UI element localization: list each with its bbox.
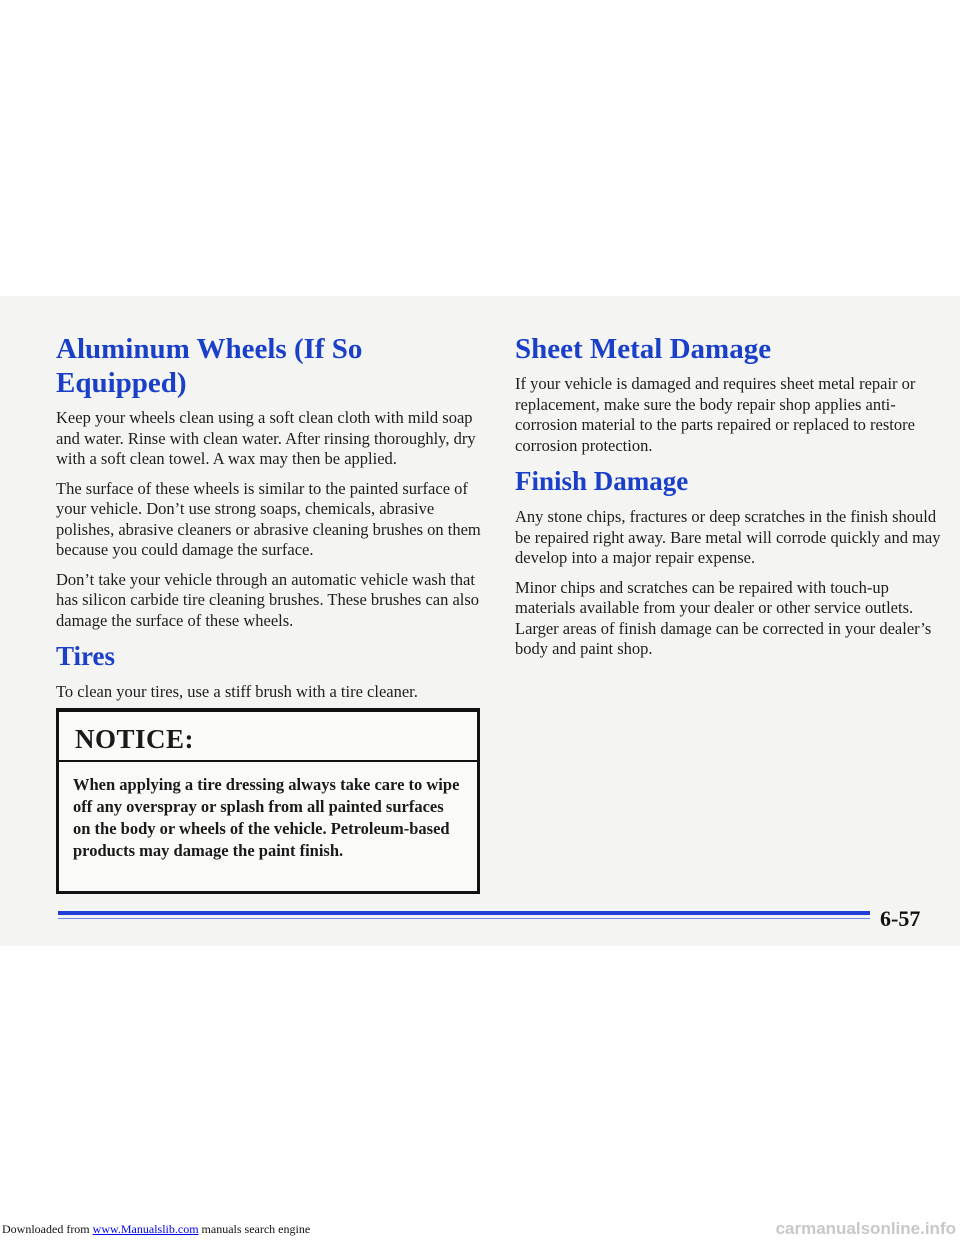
footer-rule	[58, 911, 870, 915]
footer-suffix: manuals search engine	[198, 1222, 311, 1236]
footer-rule-thin	[58, 918, 870, 919]
right-column	[515, 332, 945, 669]
notice-heading: NOTICE:	[59, 712, 477, 762]
left-column	[56, 332, 486, 712]
notice-text: When applying a tire dressing always take care to wipe off any overspray or splash from all painted surfaces on the body or wheels of the vehicle. Petroleum-based products may damage the paint finish.	[73, 775, 460, 860]
sheet-metal-heading: Sheet Metal Damage	[515, 333, 772, 365]
tires-heading: Tires	[56, 641, 116, 671]
wheels-paragraph-1: Keep your wheels clean using a soft clean cloth with mild soap and water. Rinse with clean water. After rinsing thoroughly, dry with a soft clean towel. A wax may then be applied.	[56, 408, 476, 468]
footer-prefix: Downloaded from	[2, 1222, 93, 1236]
notice-box	[56, 708, 480, 894]
download-footer	[2, 1222, 310, 1237]
wheels-paragraph-3: Don’t take your vehicle through an automatic vehicle wash that has silicon carbide tire cleaning brushes. These brushes can also damage the surface of these wheels.	[56, 569, 480, 630]
tires-paragraph: To clean your tires, use a stiff brush with a tire cleaner.	[56, 682, 418, 701]
sheet-metal-paragraph: If your vehicle is damaged and requires sheet metal repair or replacement, make sure the body repair shop applies anti-corrosion material to the parts repaired or replaced to restore corrosion protection.	[515, 374, 916, 455]
finish-damage-heading: Finish Damage	[515, 466, 689, 496]
manualslib-link[interactable]: www.Manualslib.com	[92, 1222, 199, 1236]
wheels-paragraph-2: The surface of these wheels is similar to the painted surface of your vehicle. Don’t use strong soaps, chemicals, abrasive polishes, abrasive cleaners or abrasive cleaning brushes on them because you could damage the surface.	[56, 478, 481, 559]
finish-paragraph-2: Minor chips and scratches can be repaired with touch-up materials available from your dealer or other service outlets. Larger areas of finish damage can be corrected in your dealer’s body and paint shop.	[515, 577, 932, 658]
aluminum-wheels-heading: Aluminum Wheels (If So Equipped)	[56, 333, 363, 399]
finish-paragraph-1: Any stone chips, fractures or deep scratches in the finish should be repaired right away. Bare metal will corrode quickly and may develop into a major repair expense.	[515, 507, 941, 567]
page-number: 6-57	[880, 906, 921, 931]
watermark: carmanualsonline.info	[775, 1219, 956, 1238]
